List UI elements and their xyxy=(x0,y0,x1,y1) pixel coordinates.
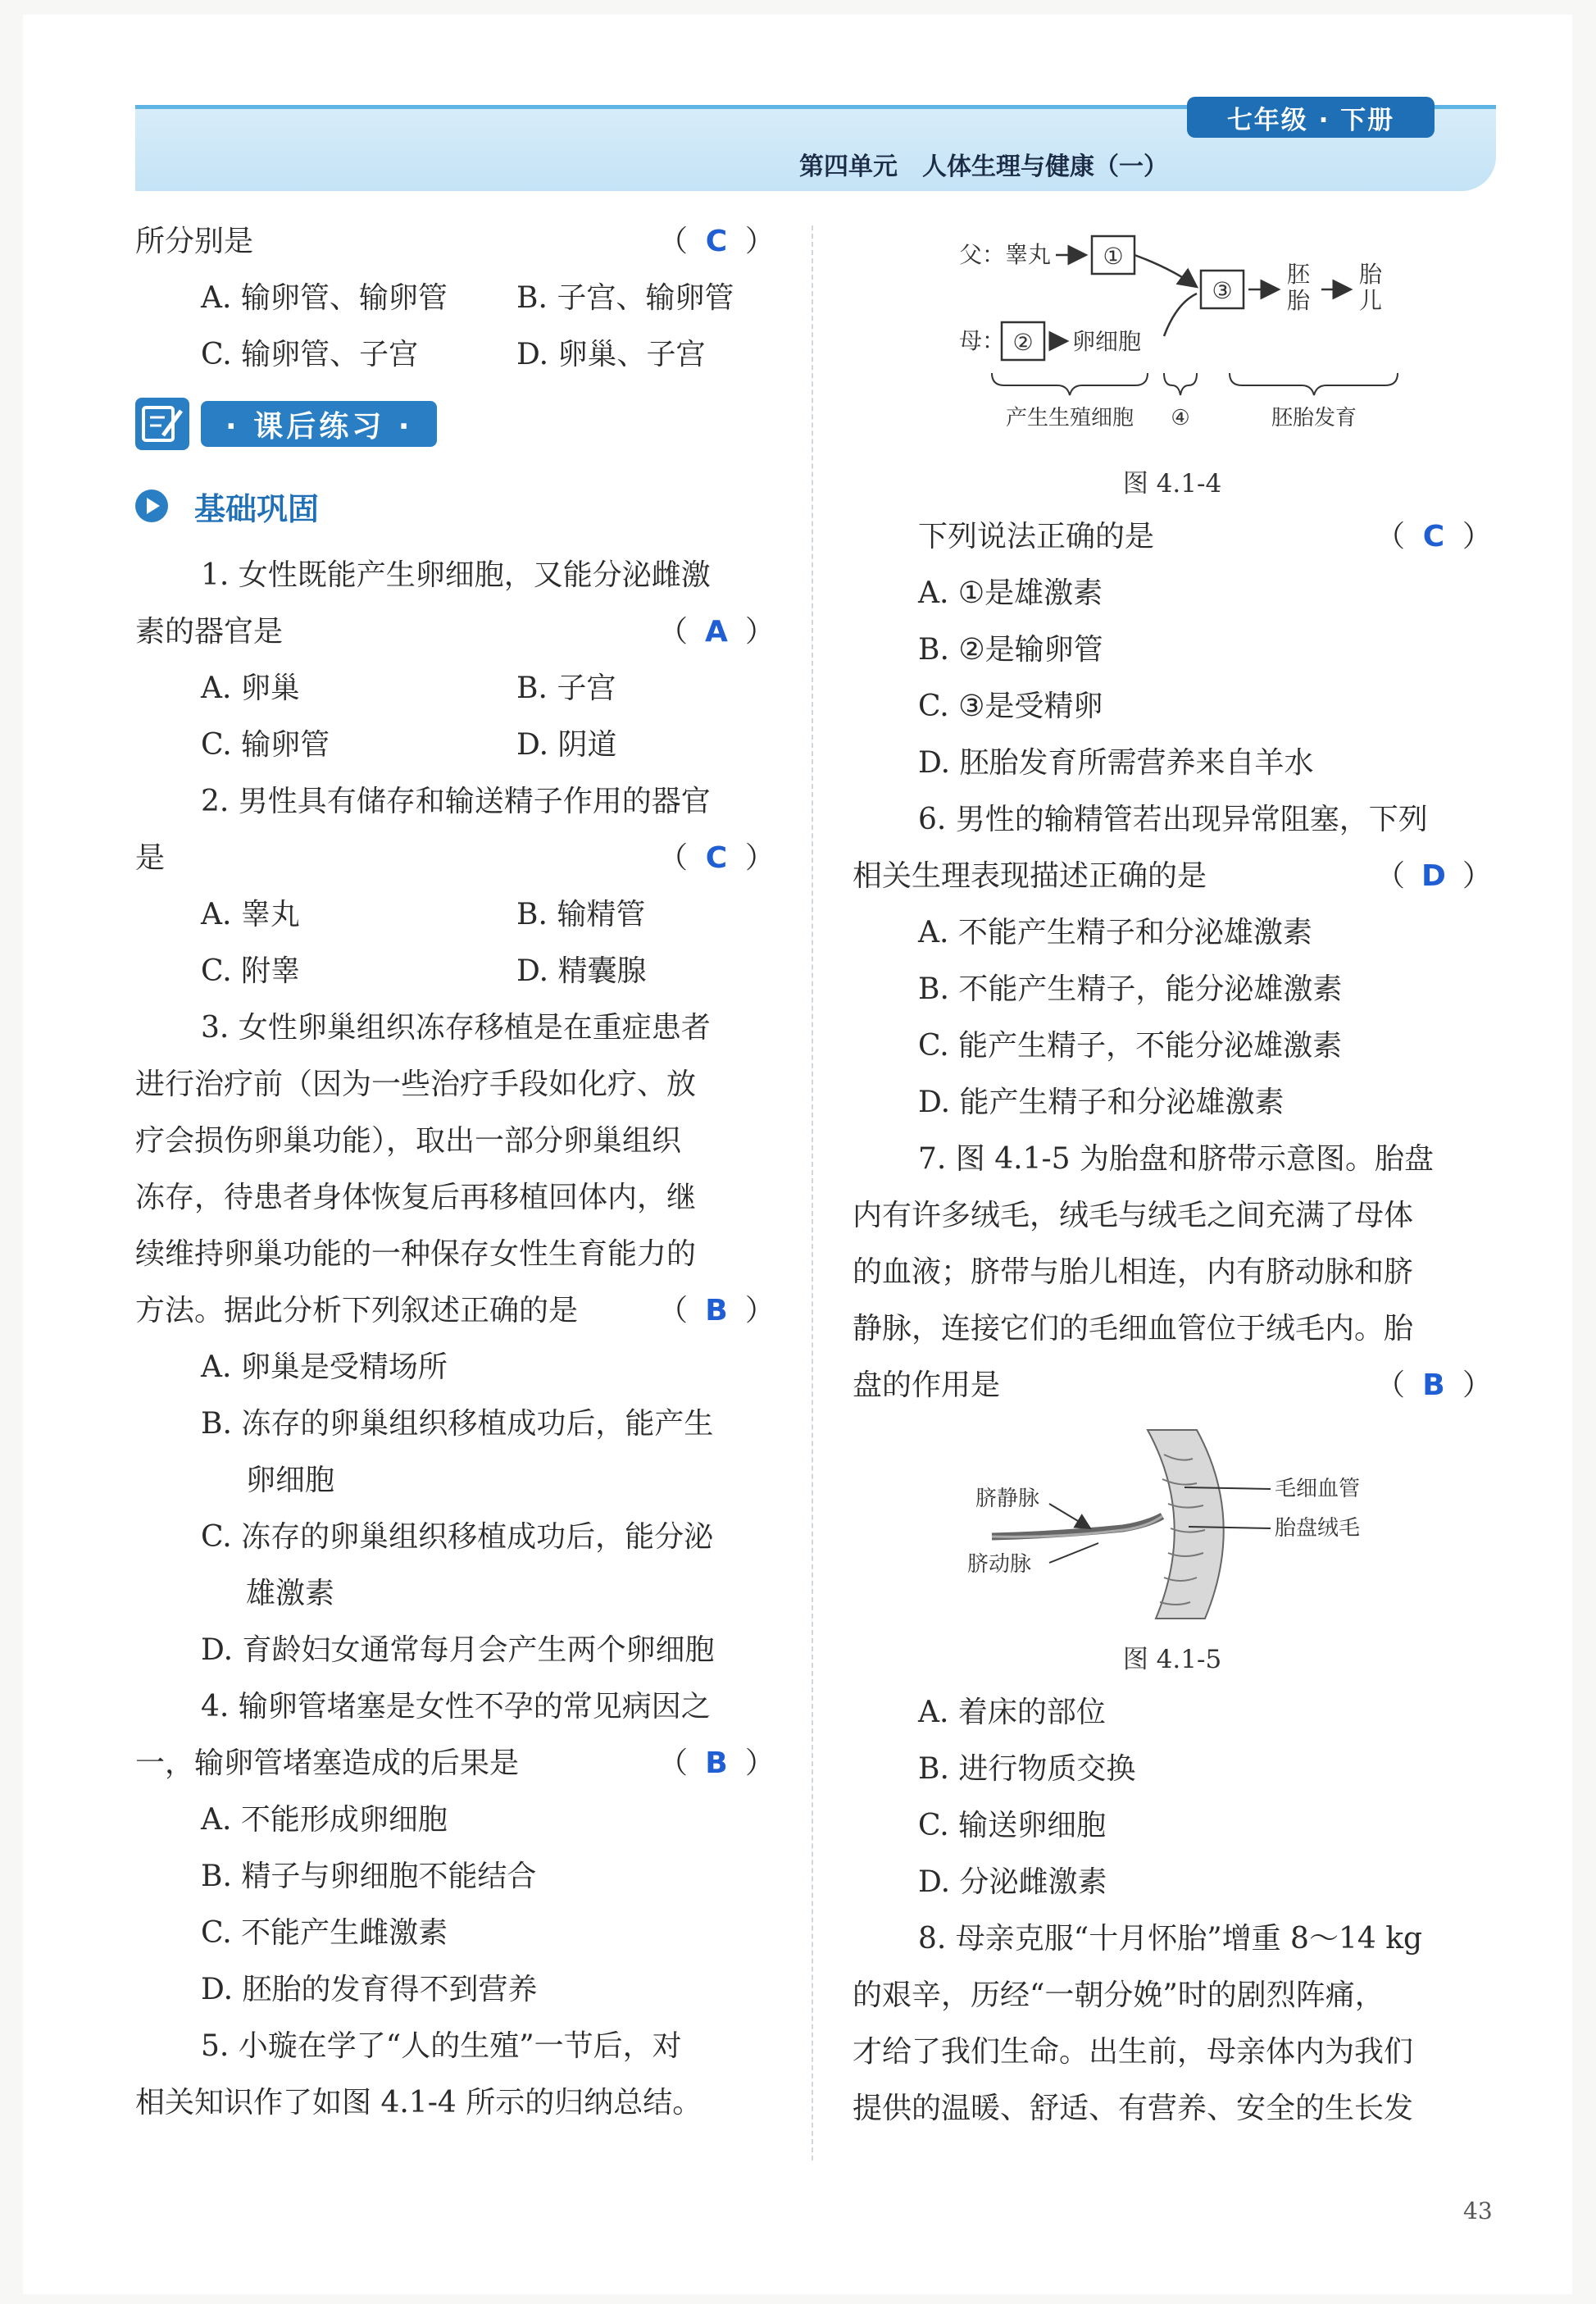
question-line: 8. 母亲克服“十月怀胎”增重 8～14 kg xyxy=(918,1922,1423,1956)
option-b: B. 不能产生精子，能分泌雄激素 xyxy=(918,972,1343,1006)
question-line xyxy=(135,830,775,886)
question-line xyxy=(135,603,775,660)
option-row xyxy=(135,717,775,773)
option-row xyxy=(135,326,775,383)
option-a: A. 着床的部位 xyxy=(918,1696,1106,1729)
box-3-label: ③ xyxy=(1212,277,1233,304)
section-badge: · 课后练习 · xyxy=(201,401,437,447)
option-b: B. 进行物质交换 xyxy=(918,1752,1136,1786)
question-line: 的血液；脐带与胎儿相连，内有脐动脉和脐 xyxy=(853,1255,1414,1289)
answer-mark: C xyxy=(705,225,728,258)
option-b: B. 子宫 xyxy=(516,672,616,705)
stem-text: 下列说法正确的是 xyxy=(918,520,1155,553)
subsection-heading xyxy=(135,465,775,547)
question-stem xyxy=(135,213,775,270)
answer-mark: A xyxy=(705,615,728,649)
column-divider xyxy=(812,225,813,2161)
question-line: 2. 男性具有储存和输送精子作用的器官 xyxy=(201,785,711,818)
option-b-cont: 卵细胞 xyxy=(246,1464,335,1497)
answer-mark: B xyxy=(705,1294,728,1327)
option-row xyxy=(135,660,775,717)
question-line: 的艰辛，历经“一朝分娩”时的剧烈阵痛， xyxy=(853,1978,1385,2012)
placenta-diagram xyxy=(853,1414,1492,1635)
embryo-label-2: 胎 xyxy=(1287,287,1311,314)
option-row xyxy=(135,270,775,326)
right-column xyxy=(853,213,1492,2137)
answer-bracket: （ C ） xyxy=(658,213,775,270)
option-c: C. 输卵管、子宫 xyxy=(201,338,419,371)
mother-label: 母： xyxy=(959,327,1006,354)
grade-tab: 七年级 · 下册 xyxy=(1187,97,1435,138)
question-line: 相关知识作了如图 4.1-4 所示的归纳总结。 xyxy=(135,2086,703,2120)
option-d: D. 卵巢、子宫 xyxy=(516,338,706,371)
option-d: D. 育龄妇女通常每月会产生两个卵细胞 xyxy=(201,1633,715,1667)
fetus-label-1: 胎 xyxy=(1359,261,1383,288)
umbilical-vein-label: 脐静脉 xyxy=(975,1487,1040,1511)
stem-text: 是 xyxy=(135,841,166,875)
option-row xyxy=(135,943,775,999)
stage-label-4: ④ xyxy=(1171,406,1190,430)
reproduction-flow-diagram xyxy=(853,213,1492,459)
option-c: C. 冻存的卵巢组织移植成功后，能分泌 xyxy=(201,1520,714,1554)
answer-mark: B xyxy=(705,1746,728,1780)
option-c-cont: 雄激素 xyxy=(246,1577,335,1610)
question-line: 3. 女性卵巢组织冻存移植是在重症患者 xyxy=(201,1011,711,1045)
option-d: D. 胚胎的发育得不到营养 xyxy=(201,1973,538,2006)
option-a: A. 卵巢 xyxy=(201,672,300,705)
answer-bracket: （ A ） xyxy=(658,603,775,660)
question-line: 才给了我们生命。出生前，母亲体内为我们 xyxy=(853,2035,1414,2069)
figure-caption: 图 4.1-4 xyxy=(1122,469,1222,499)
stem-text: 相关生理表现描述正确的是 xyxy=(853,859,1207,893)
egg-label: 卵细胞 xyxy=(1072,328,1142,355)
option-b: B. 子宫、输卵管 xyxy=(516,281,734,315)
question-line: 静脉，连接它们的毛细血管位于绒毛内。胎 xyxy=(853,1312,1414,1346)
figure-4-1-5 xyxy=(853,1414,1492,1635)
option-c: C. 不能产生雌激素 xyxy=(201,1916,448,1950)
page-number: 43 xyxy=(1463,2197,1493,2224)
umbilical-artery-label: 脐动脉 xyxy=(967,1552,1032,1577)
box-1-label: ① xyxy=(1103,243,1124,270)
option-b: B. ②是输卵管 xyxy=(918,633,1103,667)
option-c: C. 附睾 xyxy=(201,954,301,988)
option-c: C. 输卵管 xyxy=(201,728,330,762)
question-line: 提供的温暖、舒适、有营养、安全的生长发 xyxy=(853,2092,1414,2125)
option-d: D. 胚胎发育所需营养来自羊水 xyxy=(918,746,1314,780)
figure-caption: 图 4.1-5 xyxy=(1122,1645,1222,1674)
option-d: D. 分泌雌激素 xyxy=(918,1865,1107,1899)
box-2-label: ② xyxy=(1012,329,1034,356)
option-c: C. 能产生精子，不能分泌雄激素 xyxy=(918,1029,1343,1063)
capillary-label: 毛细血管 xyxy=(1275,1477,1361,1501)
pencil-note-icon xyxy=(135,398,189,450)
stem-text: 所分别是 xyxy=(135,225,254,258)
question-line: 疗会损伤卵巢功能），取出一部分卵巢组织 xyxy=(135,1124,682,1158)
option-a: A. 输卵管、输卵管 xyxy=(201,281,448,315)
option-row xyxy=(135,886,775,943)
stage-label-gametes: 产生生殖细胞 xyxy=(1005,406,1134,430)
play-circle-icon xyxy=(135,489,168,522)
villus-label: 胎盘绒毛 xyxy=(1275,1516,1361,1541)
option-a: A. ①是雄激素 xyxy=(918,576,1103,610)
option-a: A. 卵巢是受精场所 xyxy=(201,1350,448,1384)
answer-bracket: （ B ） xyxy=(658,1735,775,1792)
question-line: 6. 男性的输精管若出现异常阻塞，下列 xyxy=(918,803,1428,836)
answer-bracket: （ C ） xyxy=(658,830,775,886)
option-a: A. 不能产生精子和分泌雄激素 xyxy=(918,916,1312,949)
fetus-label-2: 儿 xyxy=(1359,287,1383,314)
question-line: 续维持卵巢功能的一种保存女性生育能力的 xyxy=(135,1237,697,1271)
question-line: 冻存，待患者身体恢复后再移植回体内，继 xyxy=(135,1181,697,1214)
question-line xyxy=(135,1282,775,1339)
left-column xyxy=(135,213,775,2131)
question-line: 7. 图 4.1-5 为胎盘和脐带示意图。胎盘 xyxy=(918,1142,1434,1176)
subsection-title: 基础巩固 xyxy=(194,490,320,527)
answer-mark: D xyxy=(1421,859,1446,893)
unit-title: 第四单元 人体生理与健康（一） xyxy=(799,153,1168,181)
question-line xyxy=(135,1735,775,1792)
answer-mark: B xyxy=(1422,1368,1445,1402)
section-badge-row xyxy=(135,383,775,465)
question-line: 5. 小璇在学了“人的生殖”一节后，对 xyxy=(201,2029,682,2063)
option-b: B. 输精管 xyxy=(516,898,646,931)
stem-text: 一，输卵管堵塞造成的后果是 xyxy=(135,1746,520,1780)
figure-4-1-4 xyxy=(853,213,1492,459)
option-d: D. 精囊腺 xyxy=(516,954,647,988)
option-b: B. 精子与卵细胞不能结合 xyxy=(201,1860,537,1893)
stem-text: 盘的作用是 xyxy=(853,1368,1001,1402)
question-line: 进行治疗前（因为一些治疗手段如化疗、放 xyxy=(135,1068,697,1101)
option-d: D. 阴道 xyxy=(516,728,617,762)
question-line: 内有许多绒毛，绒毛与绒毛之间充满了母体 xyxy=(853,1199,1414,1232)
option-c: C. 输送卵细胞 xyxy=(918,1809,1107,1842)
option-a: A. 睾丸 xyxy=(201,898,300,931)
embryo-label-1: 胚 xyxy=(1287,261,1311,288)
question-line xyxy=(853,508,1492,565)
question-line xyxy=(853,1357,1492,1414)
option-d: D. 能产生精子和分泌雄激素 xyxy=(918,1086,1285,1119)
question-line: 1. 女性既能产生卵细胞，又能分泌雌激 xyxy=(201,558,711,592)
question-line: 4. 输卵管堵塞是女性不孕的常见病因之 xyxy=(201,1690,711,1723)
father-label: 父：睾丸 xyxy=(959,241,1052,268)
answer-bracket: （ D ） xyxy=(1375,848,1492,904)
answer-mark: C xyxy=(705,841,728,875)
stem-text: 素的器官是 xyxy=(135,615,284,649)
stem-text: 方法。据此分析下列叙述正确的是 xyxy=(135,1294,579,1327)
answer-bracket: （ B ） xyxy=(1375,1357,1492,1414)
option-c: C. ③是受精卵 xyxy=(918,690,1103,723)
answer-bracket: （ C ） xyxy=(1375,508,1492,565)
answer-mark: C xyxy=(1422,520,1445,553)
stage-label-embryo: 胚胎发育 xyxy=(1271,406,1357,430)
answer-bracket: （ B ） xyxy=(658,1282,775,1339)
option-b: B. 冻存的卵巢组织移植成功后，能产生 xyxy=(201,1407,714,1441)
option-a: A. 不能形成卵细胞 xyxy=(201,1803,448,1837)
question-line xyxy=(853,848,1492,904)
